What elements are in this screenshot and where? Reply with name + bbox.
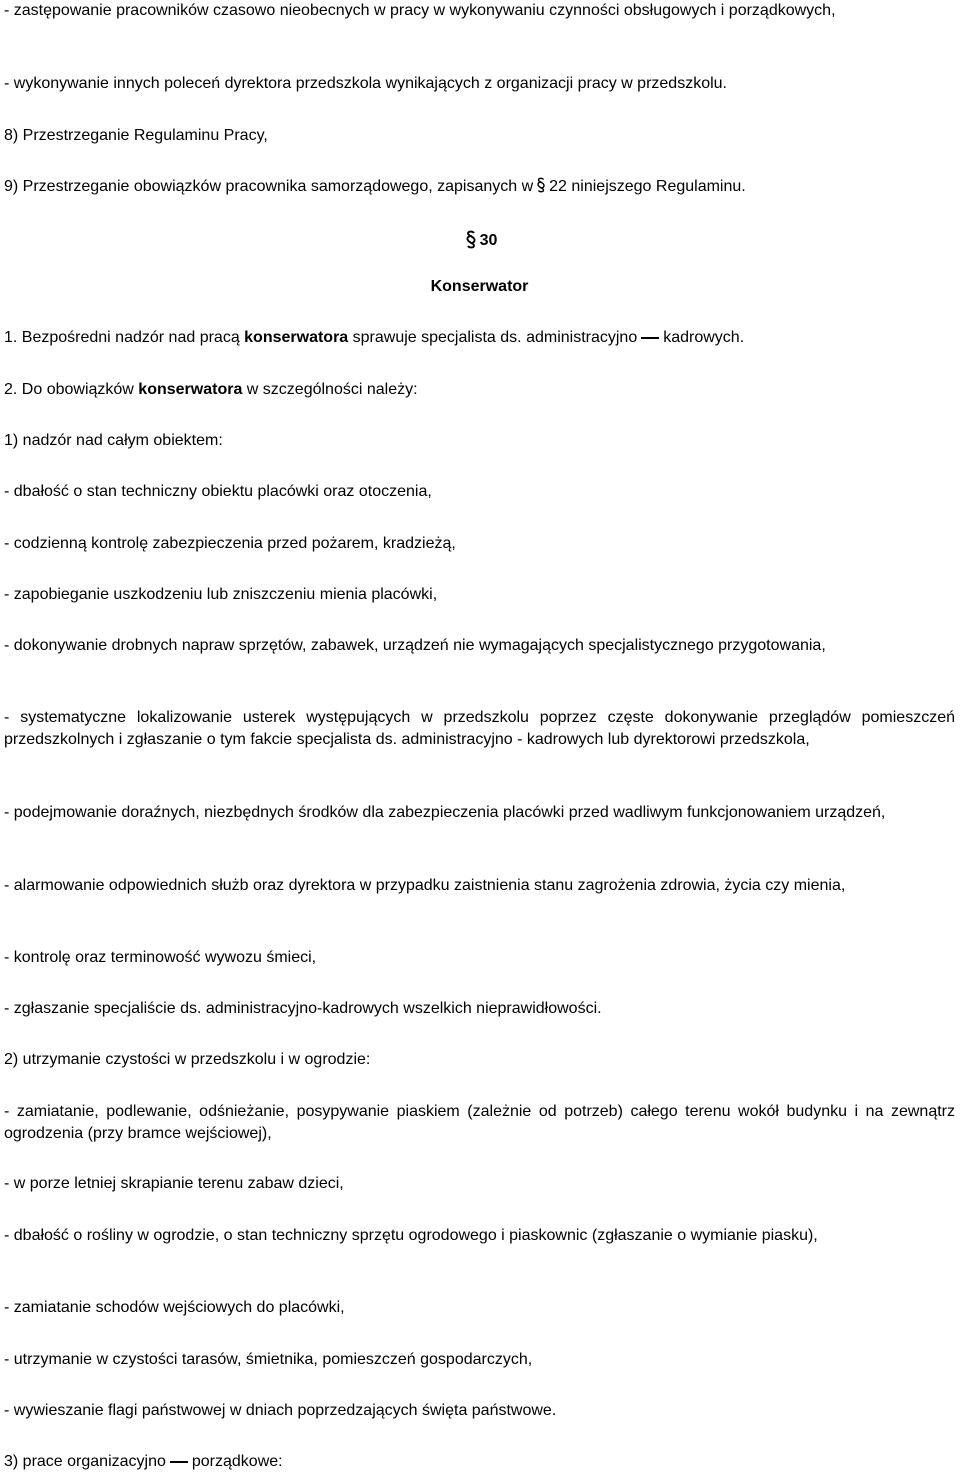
subpoint-3-text-2: porządkowe: [191,1453,283,1470]
paragraph-1-text-2: sprawuje specjalista ds. administracyjno [348,329,638,346]
list-item: - utrzymanie w czystości tarasów, śmietnika, pomieszczeń gospodarczych, [4,1351,533,1368]
list-item: - dokonywanie drobnych napraw sprzętów, zabawek, urządzeń nie wymagających specjalistycznego przygotowania, [4,637,826,654]
section-heading [4,226,955,252]
list-item: - dbałość o rośliny w ogrodzie, o stan techniczny sprzętu ogrodowego i piaskownic (zgłaszanie o wymianie piasku), [4,1227,818,1244]
list-item: - wywieszanie flagi państwowej w dniach poprzedzających święta państwowe. [4,1402,557,1419]
paragraph-2-text: 2. Do obowiązków [4,381,139,398]
list-item: - systematyczne lokalizowanie usterek występujących w przedszkolu poprzez częste dokonywanie przeglądów pomieszczeń przedszkolnych i zgłaszanie o tym fakcie specjalista ds. administracyjno - kadrowych lub dyrektorowi przedszkola, [4,709,955,748]
list-item: - w porze letniej skrapianie terenu zabaw dzieci, [4,1175,344,1192]
point-8: 8) Przestrzeganie Regulaminu Pracy, [4,127,268,144]
list-item: - alarmowanie odpowiednich służb oraz dyrektora w przypadku zaistnienia stanu zagrożenia zdrowia, życia czy mienia, [4,877,846,894]
list-item: - podejmowanie doraźnych, niezbędnych środków dla zabezpieczenia placówki przed wadliwym funkcjonowaniem urządzeń, [4,804,886,821]
list-item: - zamiatanie schodów wejściowych do placówki, [4,1299,345,1316]
paragraph-1-text: 1. Bezpośredni nadzór nad pracą [4,329,245,346]
em-dash [170,1461,188,1463]
section-title: Konserwator [430,278,529,295]
list-item: - zgłaszanie specjaliście ds. administracyjno-kadrowych wszelkich nieprawidłowości. [4,1000,602,1017]
list-item: - codzienną kontrolę zabezpieczenia przed pożarem, kradzieżą, [4,535,456,552]
point-9 [4,175,955,198]
duty-item-other-orders: - wykonywanie innych poleceń dyrektora przedszkola wynikających z organizacji pracy w przedszkolu. [4,75,727,92]
paragraph-1 [4,327,955,349]
subpoint-3 [4,1451,955,1473]
point-9-text: 9) Przestrzeganie obowiązków pracownika samorządowego, zapisanych w [4,178,534,195]
subpoint-1: 1) nadzór nad całym obiektem: [4,432,223,449]
list-item: - kontrolę oraz terminowość wywozu śmieci, [4,949,317,966]
section-sign-icon [465,230,477,249]
section-number: 30 [479,232,498,249]
subpoint-2: 2) utrzymanie czystości w przedszkolu i w ogrodzie: [4,1051,371,1068]
paragraph-1-role: konserwatora [244,329,349,346]
list-item: - zamiatanie, podlewanie, odśnieżanie, posypywanie piaskiem (zależnie od potrzeb) całego terenu wokół budynku i na zewnątrz ogrodzenia (przy bramce wejściowej), [4,1103,955,1142]
duty-item-substitute: - zastępowanie pracowników czasowo nieobecnych w pracy w wykonywaniu czynności obsługowych i porządkowych, [4,2,836,19]
subpoint-3-text: 3) prace organizacyjno [4,1453,166,1470]
paragraph-2-role: konserwatora [138,381,243,398]
point-9-ref: 22 niniejszego Regulaminu. [549,178,746,195]
em-dash [641,337,659,339]
list-item: - dbałość o stan techniczny obiektu placówki oraz otoczenia, [4,483,432,500]
paragraph-1-text-3: kadrowych. [663,329,745,346]
paragraph-2-text-2: w szczególności należy: [242,381,418,398]
list-item: - zapobieganie uszkodzeniu lub zniszczeniu mienia placówki, [4,586,438,603]
section-sign-icon [536,177,546,193]
paragraph-2 [4,379,955,401]
